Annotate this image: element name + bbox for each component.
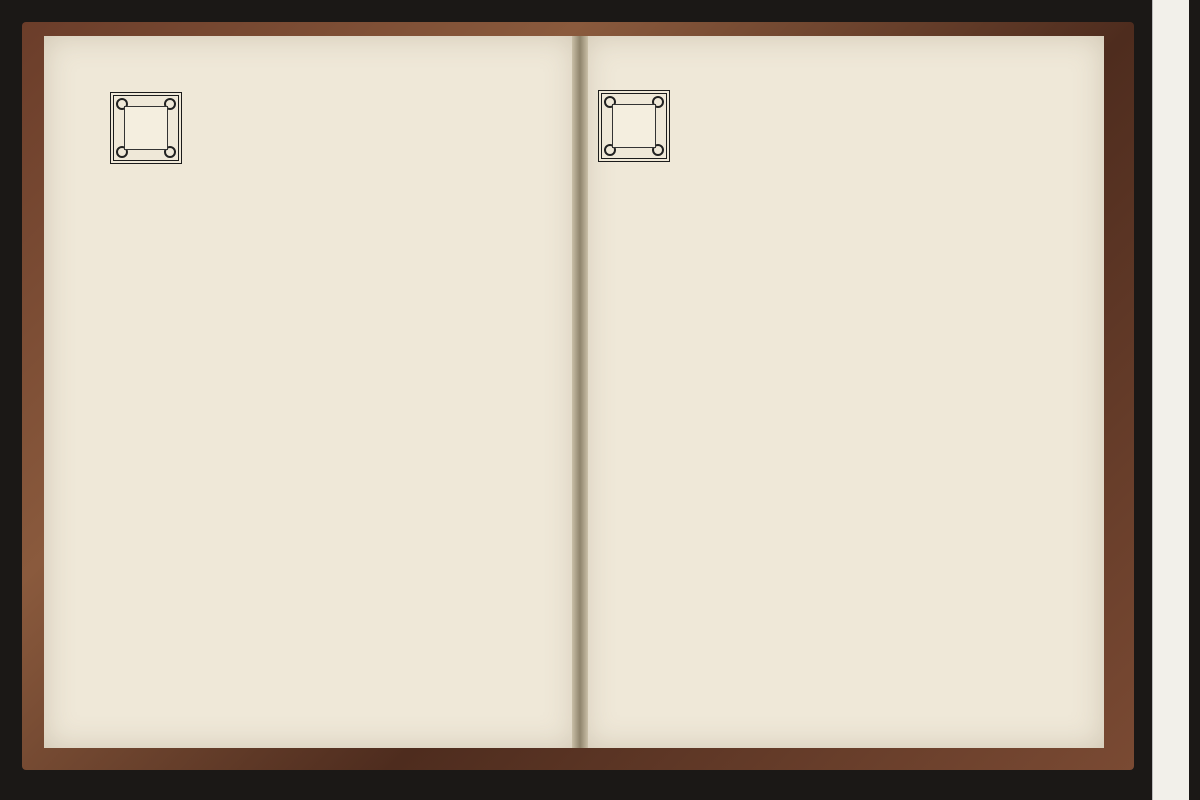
right-initial-letter [612,104,656,148]
measurement-ruler [1152,0,1189,800]
right-initial-ornament [598,90,670,162]
book-gutter [572,36,588,748]
left-initial-ornament [110,92,182,164]
left-initial-letter [124,106,168,150]
